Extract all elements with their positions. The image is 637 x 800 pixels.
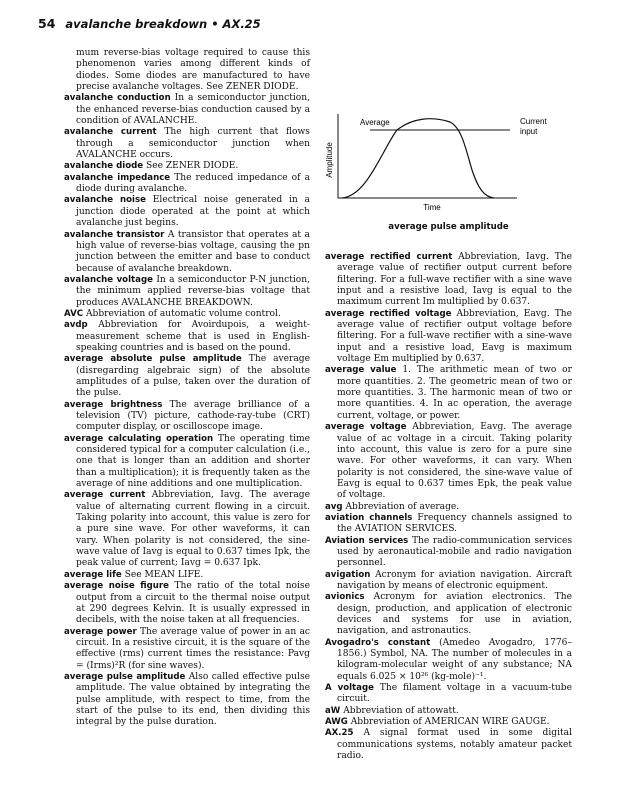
dictionary-entry: A voltage The filament voltage in a vacuum-tube circuit. [325,683,572,705]
dictionary-entry: average value 1. The arithmetic mean of two or more quantities. 2. The geometric mean of two or more quantities. 3. The harmonic mean of two or more quantities. 4. In ac operation, the average current, voltage, or power. [325,365,572,421]
dictionary-entry: average life See MEAN LIFE. [64,569,204,580]
page-number: 54 [38,16,56,31]
pulse-curve [342,119,494,198]
average-label: Average [360,118,390,127]
dictionary-entry: avalanche transistor A transistor that operates at a high value of reverse-bias voltage, causing the pn junction between the emitter and base to conduct because of avalanche breakdown. [64,229,310,274]
dictionary-entry: Aviation services The radio-communication services used by aeronautical-mobile and radio navigation personnel. [325,535,572,569]
dictionary-entry: avalanche voltage In a semiconductor P-N junction, the minimum applied reverse-bias voltage that produces AVALANCHE BREAKDOWN. [64,274,310,308]
dictionary-entry: average rectified voltage Abbreviation, Eavg. The average value of rectifier output voltage before filtering. For a full-wave rectifier with a sine-wave input and a resistive load, Eavg is maximum voltage Em multiplied by 0.637. [325,308,572,365]
dictionary-entry: aviation channels Frequency channels assigned to the AVIATION SERVICES. [325,512,572,535]
dictionary-entry: avigation Acronym for aviation navigation. Aircraft navigation by means of electronic equipment. [325,569,572,591]
y-axis-label: Amplitude [325,142,334,178]
dictionary-entry: average absolute pulse amplitude The average (disregarding algebraic sign) of the absolute amplitudes of a pulse, taken over the duration of the pulse. [64,354,310,399]
dictionary-entry: average brightness The average brilliance of a television (TV) picture, cathode-ray-tube (CRT) computer display, or oscilloscope image. [64,399,310,433]
dictionary-entry: AWG Abbreviation of AMERICAN WIRE GAUGE. [325,717,550,728]
dictionary-entry: average power The average value of power in an ac circuit. In a resistive circuit, it is the square of the effective (rms) current times the resistance: Pavg = (Irms)²R (for sine waves). [64,626,310,671]
dictionary-entry: Avogadro's constant (Amedeo Avogadro, 1776–1856.) Symbol, NA. The number of molecules in a kilogram-molecular weight of any substance; NA equals 6.025 × 10²⁶ (kg-mole)⁻¹. [325,637,572,682]
dictionary-entry: avalanche impedance The reduced impedance of a diode during avalanche. [64,172,310,195]
dictionary-entry: avalanche noise Electrical noise generated in a junction diode operated at the point at which avalanche just begins. [64,195,310,229]
dictionary-entry: avalanche diode See ZENER DIODE. [64,161,239,172]
dictionary-entry: avionics Acronym for aviation electronics. The design, production, and application of electronic devices and systems for use in aviation, navigation, and astronautics. [325,592,572,637]
figure-caption: average pulse amplitude [388,222,509,232]
left-column [64,48,310,729]
right-column [325,252,572,762]
dictionary-entry: AX.25 A signal format used in some digital communications systems, notably amateur packet radio. [325,728,572,762]
dictionary-entry: average calculating operation The operating time considered typical for a computer calculation (i.e., one that is longer than an addition and shorter than a multiplication); it is frequently taken as the average of nine additions and one multiplication. [64,433,310,490]
page-header [38,16,261,31]
running-head: avalanche breakdown • AX.25 [65,17,261,31]
continued-entry: mum reverse-bias voltage required to cause this phenomenon varies among different kinds of diodes. Some diodes are manufactured to have precise avalanche voltages. See ZENER DIODE. [76,48,310,93]
dictionary-entry: average pulse amplitude Also called effective pulse amplitude. The value obtained by integrating the pulse amplitude, with respect to time, from the start of the pulse to its end, then dividing this integral by the pulse duration. [64,671,310,728]
dictionary-entry: avalanche current The high current that flows through a semiconductor junction when AVALANCHE occurs. [64,127,310,161]
dictionary-entry: avdp Abbreviation for Avoirdupois, a weight-measurement scheme that is used in English-speaking countries and is based on the pound. [64,320,310,353]
current-label: Current [520,117,547,126]
dictionary-entry: average rectified current Abbreviation, Iavg. The average value of rectifier output current before filtering. For a full-wave rectifier with a sine wave input and a resistive load, Iavg is equal to the maximum current Im multiplied by 0.637. [325,252,572,308]
dictionary-entry: average noise figure The ratio of the total noise output from a circuit to the thermal noise output at 290 degrees Kelvin. It is usually expressed in decibels, with the noise taken at all frequencies. [64,581,310,626]
dictionary-entry: average current Abbreviation, Iavg. The average value of alternating current flowing in a circuit. Taking polarity into account, this value is zero for a pure sine wave. For other waveforms, it can vary. When polarity is not considered, the sine-wave value of Iavg is equal to 0.637 times Ipk, the peak value of current; Iavg = 0.637 Ipk. [64,490,310,569]
dictionary-entry: avalanche conduction In a semiconductor junction, the enhanced reverse-bias conduction caused by a condition of AVALANCHE. [64,93,310,127]
x-axis-label: Time [423,203,441,212]
dictionary-entry: AVC Abbreviation of automatic volume control. [64,308,281,319]
dictionary-entry: average voltage Abbreviation, Eavg. The average value of ac voltage in a circuit. Taking polarity into account, this value is zero for a pure sine wave. For other waveforms, it can vary. When polarity is not considered, the sine-wave value of Eavg is equal to 0.637 times Epk, the peak value of voltage. [325,422,572,501]
input-label: input [520,127,538,136]
dictionary-entry: avg Abbreviation of average. [325,501,460,512]
dictionary-entry: aW Abbreviation of attowatt. [325,705,459,716]
